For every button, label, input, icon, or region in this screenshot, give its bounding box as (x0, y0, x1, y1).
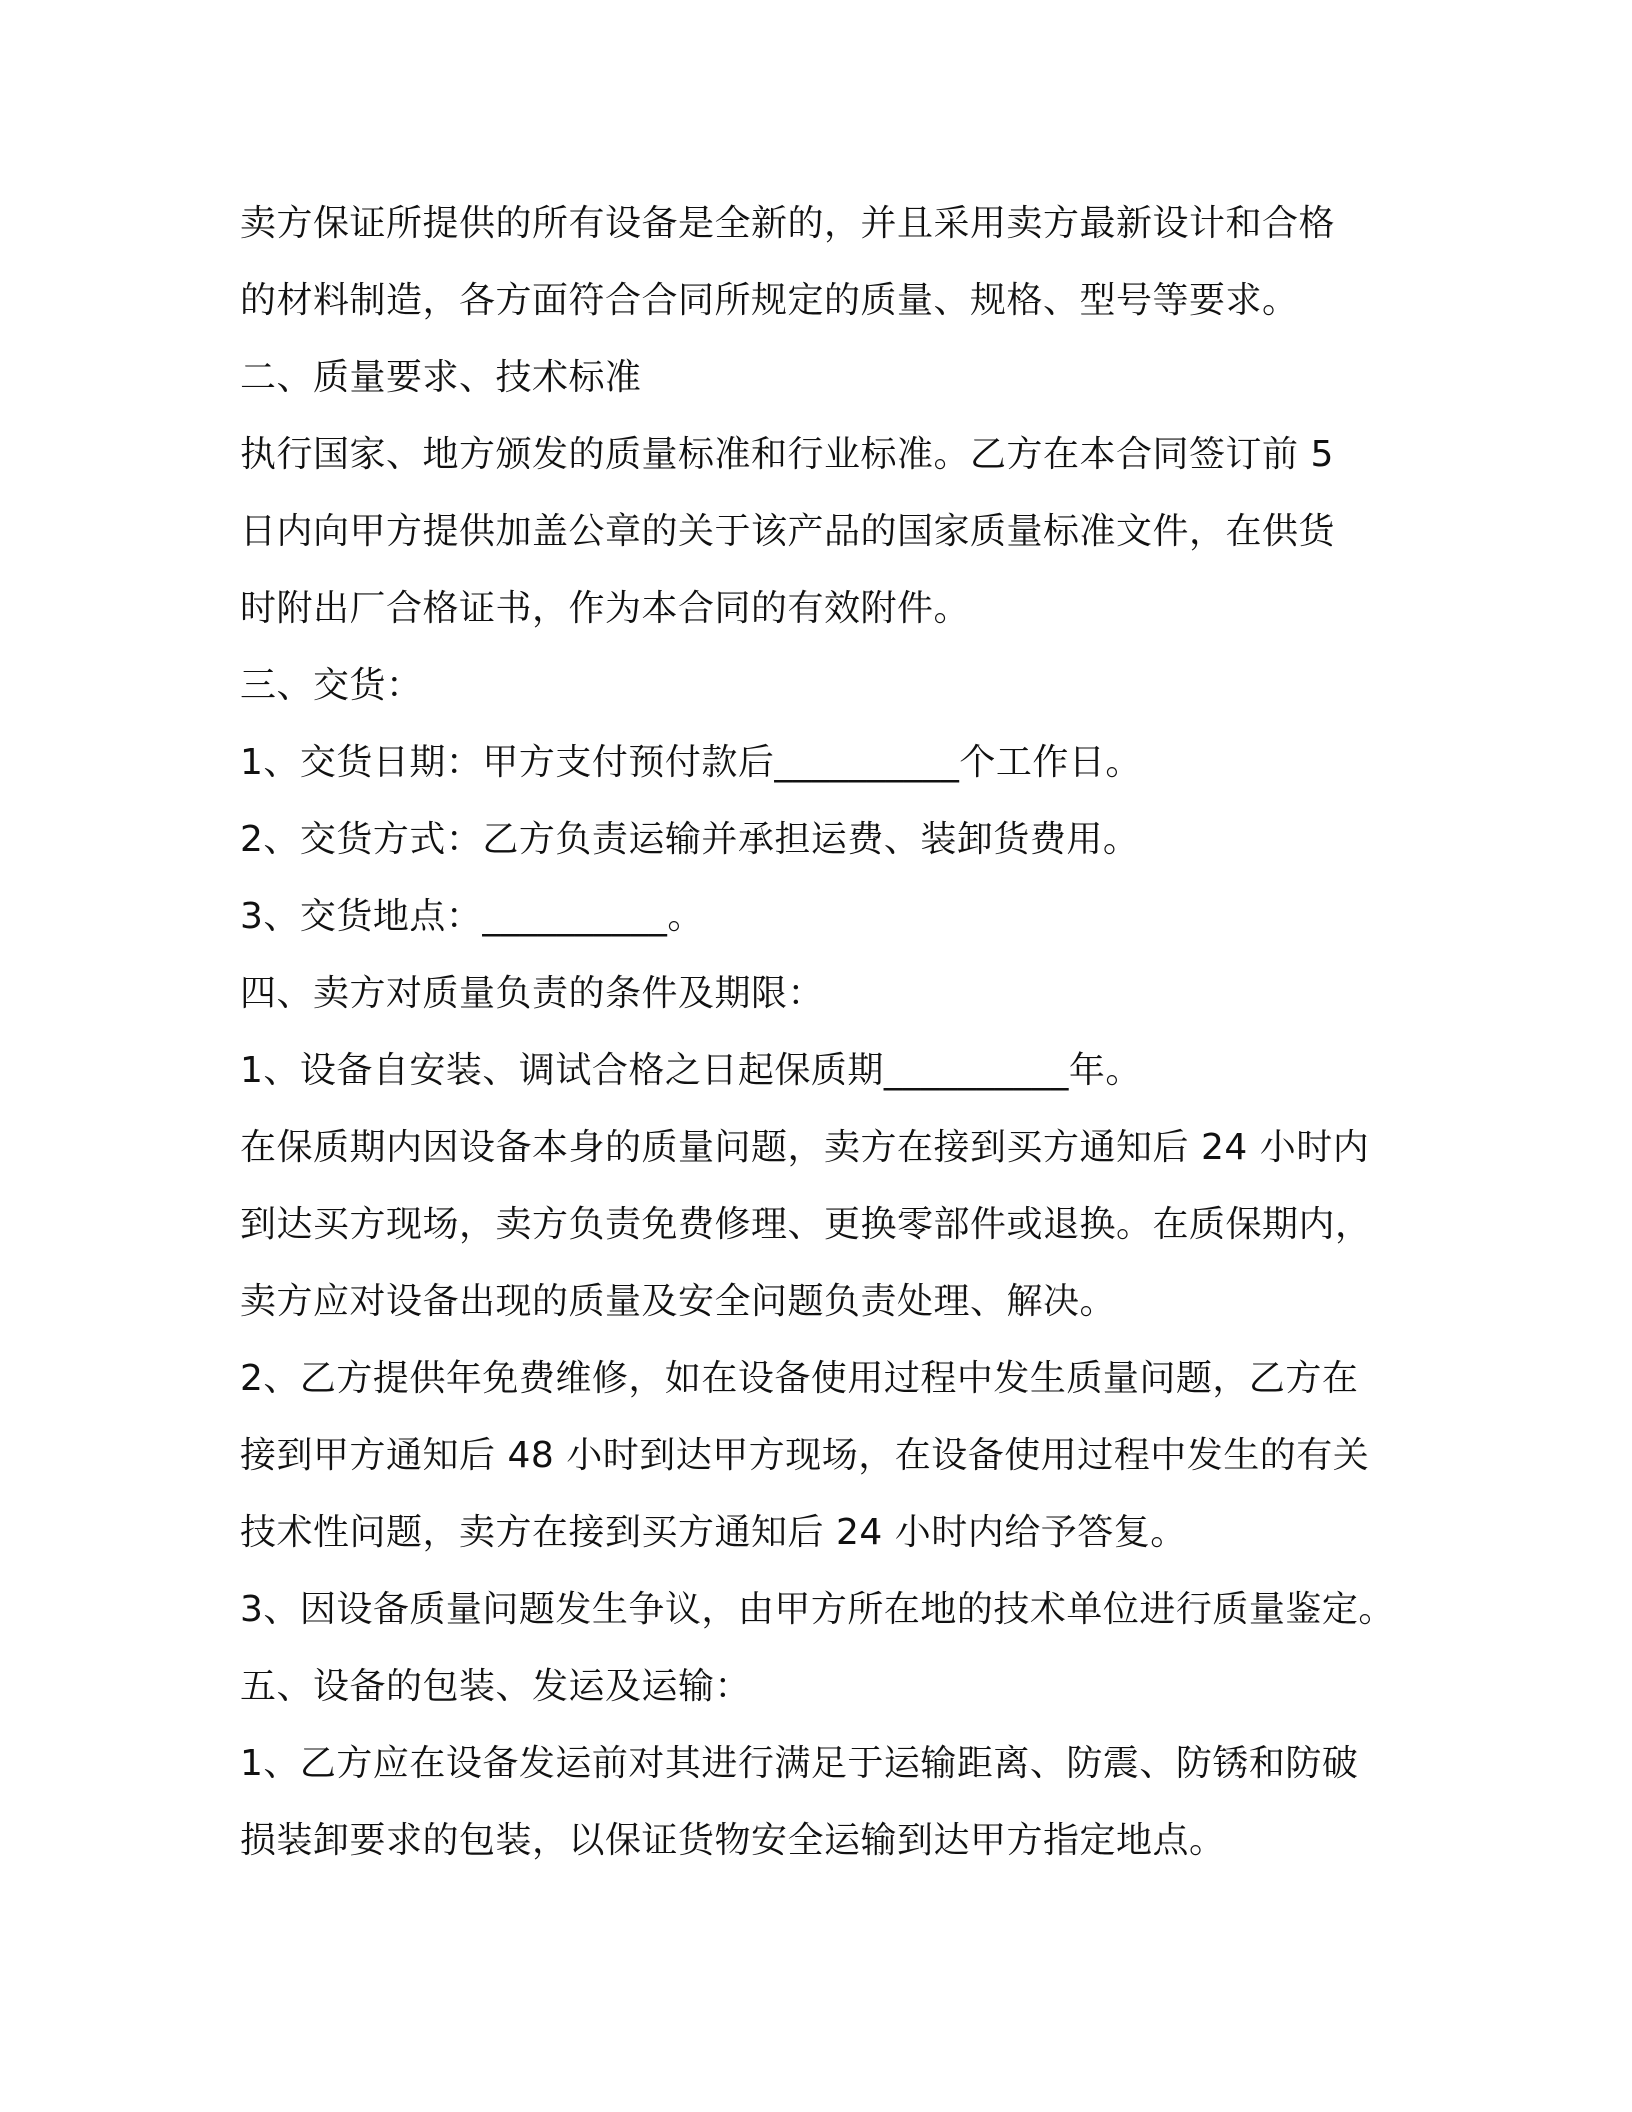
document-body (240, 185, 1420, 1879)
section-heading: 二、质量要求、技术标准 (240, 357, 642, 398)
list-item: 1、交货日期：甲方支付预付款后__________个工作日。 (240, 742, 1142, 783)
list-item: 3、因设备质量问题发生争议，由甲方所在地的技术单位进行质量鉴定。 (240, 1589, 1395, 1630)
list-item: 1、设备自安装、调试合格之日起保质期__________年。 (240, 1050, 1142, 1091)
paragraph-line: 接到甲方通知后 48 小时到达甲方现场，在设备使用过程中发生的有关 (240, 1435, 1370, 1476)
paragraph-line: 技术性问题，卖方在接到买方通知后 24 小时内给予答复。 (240, 1512, 1187, 1553)
paragraph-line: 执行国家、地方颁发的质量标准和行业标准。乙方在本合同签订前 5 (240, 434, 1334, 475)
list-item: 2、乙方提供年免费维修，如在设备使用过程中发生质量问题，乙方在 (240, 1358, 1359, 1399)
paragraph-line: 日内向甲方提供加盖公章的关于该产品的国家质量标准文件，在供货 (240, 511, 1336, 552)
section-heading: 三、交货： (240, 665, 423, 706)
paragraph-line: 卖方保证所提供的所有设备是全新的，并且采用卖方最新设计和合格 (240, 203, 1336, 244)
list-item: 3、交货地点：__________。 (240, 896, 704, 937)
paragraph-line: 在保质期内因设备本身的质量问题，卖方在接到买方通知后 24 小时内 (240, 1127, 1370, 1168)
list-item: 2、交货方式：乙方负责运输并承担运费、装卸货费用。 (240, 819, 1140, 860)
section-heading: 五、设备的包装、发运及运输： (240, 1666, 752, 1707)
paragraph-line: 到达买方现场，卖方负责免费修理、更换零部件或退换。在质保期内， (240, 1204, 1372, 1245)
paragraph-line: 损装卸要求的包装，以保证货物安全运输到达甲方指定地点。 (240, 1820, 1226, 1861)
paragraph-line: 卖方应对设备出现的质量及安全问题负责处理、解决。 (240, 1281, 1117, 1322)
section-heading: 四、卖方对质量负责的条件及期限： (240, 973, 825, 1014)
list-item: 1、乙方应在设备发运前对其进行满足于运输距离、防震、防锈和防破 (240, 1743, 1359, 1784)
paragraph-line: 时附出厂合格证书，作为本合同的有效附件。 (240, 588, 971, 629)
paragraph-line: 的材料制造，各方面符合合同所规定的质量、规格、型号等要求。 (240, 280, 1299, 321)
